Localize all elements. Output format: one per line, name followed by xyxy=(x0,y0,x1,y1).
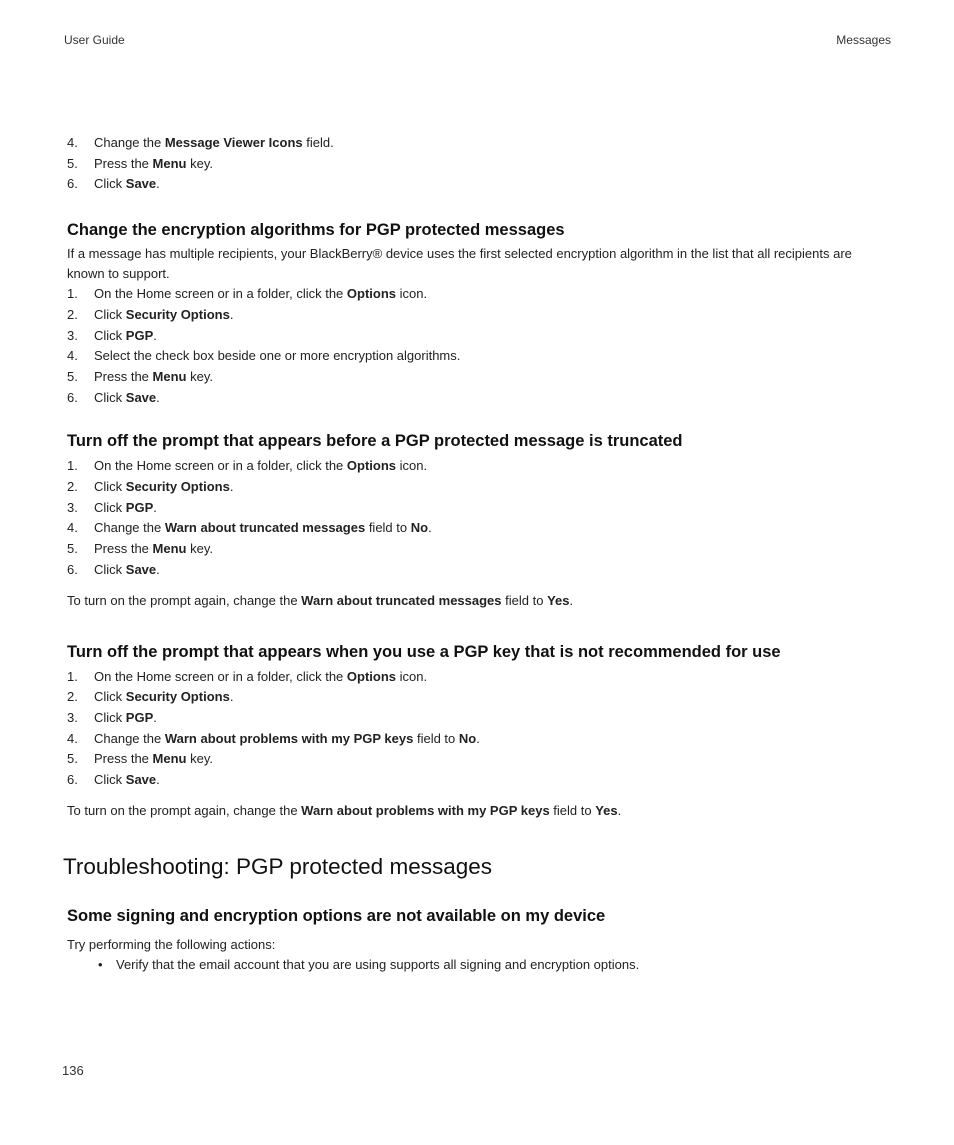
troubleshooting-actions xyxy=(67,955,893,975)
section-steps xyxy=(67,284,893,408)
intro-steps xyxy=(67,133,893,195)
troubleshooting-subtitle: Some signing and encryption options are not available on my device xyxy=(67,906,606,925)
step-item: 2. Click Security Options. xyxy=(67,689,234,705)
section-note: To turn on the prompt again, change the Warn about problems with my PGP keys field to Yes. xyxy=(67,802,622,818)
step-item: 2. Click Security Options. xyxy=(67,479,234,495)
step-item: 5. Press the Menu key. xyxy=(67,368,213,384)
step-item: 5. Press the Menu key. xyxy=(67,541,213,557)
section-title-pgp-key-prompt: Turn off the prompt that appears when you use a PGP key that is not recommended for use xyxy=(67,642,781,661)
section-note: To turn on the prompt again, change the Warn about truncated messages field to Yes. xyxy=(67,592,574,608)
step-item: 6. Click Save. xyxy=(67,772,160,788)
bullet-icon: • xyxy=(98,956,103,972)
step-item: 6. Click Save. xyxy=(67,176,160,192)
step-item: 4. Change the Warn about problems with my PGP keys field to No. xyxy=(67,730,480,746)
page-number: 136 xyxy=(62,1063,84,1078)
troubleshooting-intro: Try performing the following actions: xyxy=(67,936,276,952)
troubleshooting-title: Troubleshooting: PGP protected messages xyxy=(63,853,492,879)
section-steps xyxy=(67,667,893,791)
step-item: 1. On the Home screen or in a folder, click the Options icon. xyxy=(67,668,428,684)
step-item: 1. On the Home screen or in a folder, click the Options icon. xyxy=(67,458,428,474)
step-item: 5. Press the Menu key. xyxy=(67,155,213,171)
step-item: 3. Click PGP. xyxy=(67,709,157,725)
step-item: 3. Click PGP. xyxy=(67,327,157,343)
running-header-left: User Guide xyxy=(64,33,125,47)
step-item: 3. Click PGP. xyxy=(67,499,157,515)
step-item: 4. Change the Warn about truncated messages field to No. xyxy=(67,520,432,536)
list-item: • Verify that the email account that you are using supports all signing and encryption options. xyxy=(98,955,893,975)
step-item: 4. Select the check box beside one or more encryption algorithms. xyxy=(67,348,461,364)
step-item: 2. Click Security Options. xyxy=(67,306,234,322)
step-item: 6. Click Save. xyxy=(67,389,160,405)
section-title-truncated-prompt: Turn off the prompt that appears before a PGP protected message is truncated xyxy=(67,432,683,451)
step-item: 5. Press the Menu key. xyxy=(67,751,213,767)
step-item: 4. Change the Message Viewer Icons field. xyxy=(67,135,334,150)
section-title-encryption-algorithms: Change the encryption algorithms for PGP protected messages xyxy=(67,221,565,240)
page-content xyxy=(63,133,893,975)
step-item: 6. Click Save. xyxy=(67,561,160,577)
section-steps xyxy=(67,456,893,580)
section-intro: If a message has multiple recipients, your BlackBerry® device uses the first selected encryption algorithm in the list that all recipients are known to support. xyxy=(67,246,852,282)
running-header-right: Messages xyxy=(836,33,891,47)
step-item: 1. On the Home screen or in a folder, click the Options icon. xyxy=(67,286,428,302)
